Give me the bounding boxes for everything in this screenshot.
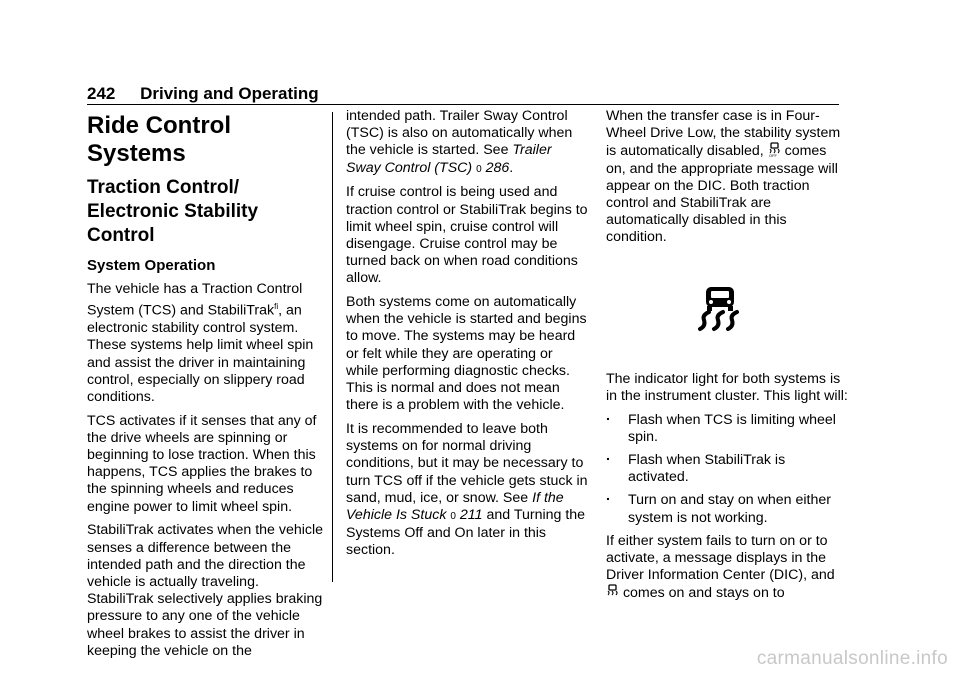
bullet-list [606,412,848,527]
text: and Turning the Systems Off and On later in this section. [346,506,586,559]
text: The vehicle has a Traction Control System (TCS) and StabiliTrak [87,281,303,319]
text: If either system fails to turn on or to activate, a message displays in the Driver Information Center (DIC), and [606,532,835,584]
chapter-title: Ride Control Systems [87,112,231,167]
page-header [87,84,319,104]
page-ref-arrow: 0 [450,510,456,522]
page-ref[interactable]: 211 [459,506,483,523]
text: comes on and stays on to [619,585,785,602]
column-divider [332,112,333,582]
heading-line-3: Control [87,225,155,246]
cross-reference-link[interactable]: Trailer Sway Control (TSC) [346,142,552,176]
paragraph [606,533,848,603]
paragraph [346,108,588,178]
traction-off-icon [606,584,619,599]
registered-mark: fi [274,302,279,312]
text: When the transfer case is in Four-Wheel Drive Low, the stability system is automatically disabled, [606,108,841,160]
section-heading [87,176,329,248]
text: , an electronic stability control system. These systems help limit wheel spin and assist the driver in maintaining control, especially on slippery road conditions. [87,302,314,405]
list-item: . Flash when TCS is limiting wheel spin. [606,412,848,446]
paragraph [346,421,588,560]
svg-text:OFF: OFF [768,153,777,158]
column-3 [606,108,848,609]
paragraph [87,281,329,406]
list-item: . Flash when StabiliTrak is activated. [606,452,848,486]
list-item: . Turn on and stay on when either system is not working. [606,492,848,526]
paragraph: If cruise control is being used and traction control or StabiliTrak begins to limit wheel spin, cruise control will disengage. Cruise control may be turned back on when road conditions allow. [346,184,588,287]
paragraph [606,108,848,247]
traction-control-icon [696,283,746,333]
cross-reference-link[interactable]: If the Vehicle Is Stuck [346,489,564,523]
paragraph: TCS activates if it senses that any of the drive wheels are spinning or beginning to lose traction. When this happens, TCS applies the brakes to the spinning wheels and reduces engine power to limit wheel spin. [87,412,317,515]
text: It is recommended to leave both systems on for normal driving conditions, but it may be necessary to turn TCS off if the vehicle gets stuck in sand, mud, ice, or snow. See [346,420,588,506]
text: . [509,159,514,176]
paragraph: The indicator light for both systems is in the instrument cluster. This light will: [606,370,848,404]
heading-line-2: Electronic Stability [87,201,259,222]
text: comes on, and the appropriate message will appear on the DIC. Both traction control and StabiliTrak are automatically disabled in this condition. [606,143,838,246]
column-2 [346,108,588,566]
heading-line-1: Traction Control/ [87,177,239,198]
text: intended path. Trailer Sway Control (TSC) is also on automatically when the vehicle is started. See [346,108,573,159]
traction-off-icon [768,142,781,157]
watermark: carmanualsonline.info [756,648,948,669]
header-rule [87,104,839,105]
page-ref-arrow: 0 [476,163,482,175]
page-number: 242 [87,84,116,103]
paragraph: StabiliTrak activates when the vehicle senses a difference between the intended path and the direction the vehicle is actually traveling. StabiliTrak selectively applies braking pressure to any one of the vehicle wheel brakes to assist the driver in keeping the vehicle on the [87,522,324,659]
paragraph: Both systems come on automatically when the vehicle is started and begins to move. The systems may be heard or felt while they are operating or while performing diagnostic checks. This is normal and does not mean there is a problem with the vehicle. [346,294,587,414]
page-ref[interactable]: 286 [485,159,510,176]
column-1 [87,108,329,667]
subheading: System Operation [87,257,216,274]
section-title: Driving and Operating [140,84,319,103]
